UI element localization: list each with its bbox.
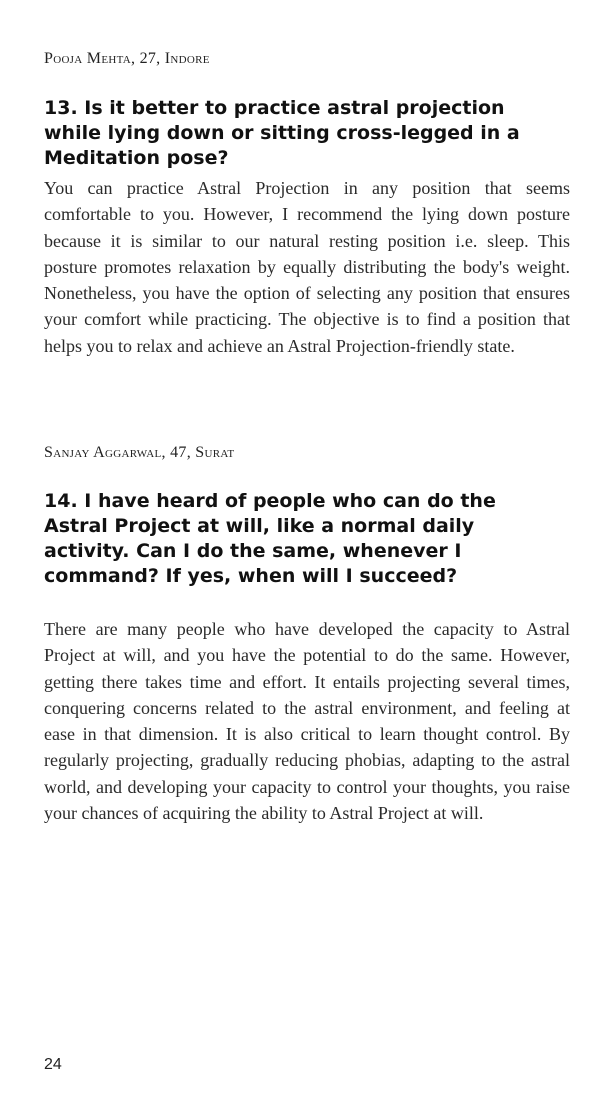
asker-name: Sanjay Aggarwal, 47, Surat [44, 444, 235, 461]
question-heading: 14. I have heard of people who can do the Astral Project at will, like a normal daily activity. Can I do the same, whenever I command? If yes, when will I succeed? [44, 490, 496, 587]
asker-name: Pooja Mehta, 27, Indore [44, 50, 210, 67]
answer-paragraph: There are many people who have developed the capacity to Astral Project at will, and you have the potential to do the same. However, getting there takes time and effort. It entails projecting several times, conquering concerns related to the astral environment, and feeling at ease in that dimension. It is also critical to learn thought control. By regularly projecting, gradually reducing phobias, adapting to the astral world, and developing your capacity to control your thoughts, you raise your chances of acquiring the ability to Astral Project at will. [44, 619, 570, 824]
page-number: 24 [44, 1056, 62, 1073]
answer-paragraph: You can practice Astral Projection in any position that seems comfortable to you. However, I recommend the lying down posture because it is similar to our natural resting position i.e. sleep. This posture promotes relaxation by equally distributing the body's weight. Nonetheless, you have the option of selecting any position that ensures your comfort while practicing. The objective is to find a position that helps you to relax and achieve an Astral Projection-friendly state. [44, 178, 570, 356]
question-heading: 13. Is it better to practice astral projection while lying down or sitting cross-legged in a Meditation pose? [44, 97, 520, 169]
